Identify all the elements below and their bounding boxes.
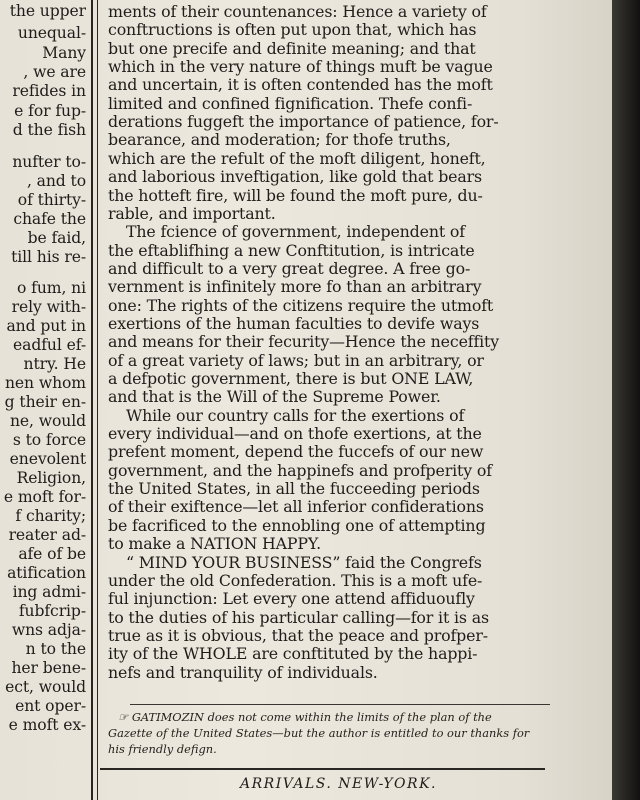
left-column-line: nufter to- [12, 153, 86, 171]
left-column-line: ing admi- [12, 583, 86, 601]
left-column-line: eadful ef- [13, 336, 86, 354]
editor-note-line: his friendly defign. [108, 742, 217, 756]
main-column-line: be facrificed to the ennobling one of attempting [108, 515, 486, 535]
left-column-line: her bene- [11, 659, 86, 677]
main-column-line: derations fuggeft the importance of patience, for- [108, 112, 499, 132]
left-column-line: enevolent [9, 450, 86, 468]
main-column-line: and that is the Will of the Supreme Power. [108, 387, 441, 407]
main-column-line: rable, and important. [108, 203, 276, 223]
main-column-line: ity of the WHOLE are conftituted by the happi- [108, 644, 478, 664]
left-column-line: wns adja- [11, 621, 86, 639]
main-column-line: and uncertain, it is often contended has the moft [108, 75, 493, 95]
left-column-line: refides in [12, 82, 86, 100]
left-column-text [0, 0, 86, 800]
left-column-line: s to force [12, 431, 86, 449]
left-column-line: fubfcrip- [18, 602, 86, 620]
main-column-line: the hotteft fire, will be found the moft pure, du- [108, 185, 483, 205]
main-column-line: ments of their countenances: Hence a variety of [108, 2, 487, 21]
note-separator [130, 704, 550, 705]
main-column-line: which are the refult of the moft diligent, honeft, [108, 148, 486, 168]
main-column-line: and means for their fecurity—Hence the neceffity [108, 332, 500, 352]
main-column-line: exertions of the human faculties to devife ways [108, 313, 480, 333]
left-column-line: ntry. He [23, 355, 86, 373]
main-column-line: every individual—and on thofe exertions, at the [108, 424, 482, 444]
main-column-line: government, and the happinefs and profperity of [108, 460, 492, 480]
left-column-line: rely with- [11, 298, 86, 316]
main-column-line: and laborious inveftigation, like gold that bears [108, 167, 482, 187]
left-column-line: be faid, [27, 229, 86, 247]
main-column-line: bearance, and moderation; for thofe truths, [108, 130, 451, 150]
left-column-line: afe of be [18, 545, 86, 563]
main-column-line: “ MIND YOUR BUSINESS” faid the Congrefs [126, 552, 482, 572]
left-column-line: nen whom [4, 374, 86, 392]
left-column-line: atification [7, 564, 86, 582]
main-column-line: true as it is obvious, that the peace and profper- [108, 625, 488, 645]
page-shadow-edge [612, 0, 640, 800]
main-column-line: of a great variety of laws; but in an arbitrary, or [108, 350, 484, 370]
editor-note-line: ☞ GATIMOZIN does not come within the limits of the plan of the [118, 710, 492, 724]
editor-note-line: Gazette of the United States—but the author is entitled to our thanks for [108, 726, 530, 740]
left-column-line: and put in [6, 317, 86, 335]
section-heading: ARRIVALS. NEW-YORK. [240, 776, 437, 792]
main-column-line: nefs and tranquility of individuals. [108, 662, 378, 682]
left-column-line: ent oper- [15, 697, 86, 715]
left-column-line: chafe the [13, 210, 86, 228]
left-column-line: e moft ex- [8, 716, 86, 734]
main-column-text [100, 0, 612, 800]
main-column-line: to the duties of his particular calling—for it is as [108, 607, 489, 627]
left-column-line: , we are [23, 63, 86, 81]
left-column-line: g their en- [4, 393, 86, 411]
main-column-line: which in the very nature of things muft be vague [108, 57, 493, 77]
main-column-line: a defpotic government, there is but ONE LAW, [108, 369, 474, 388]
main-column-line: the eftablifhing a new Conftitution, is intricate [108, 240, 475, 260]
main-column-line: of their exiftence—let all inferior confiderations [108, 497, 484, 517]
left-column-line: e for fup- [14, 102, 86, 120]
left-column-line: till his re- [11, 248, 86, 266]
left-column-line: o fum, ni [17, 279, 86, 297]
left-column-line: n to the [25, 640, 86, 658]
section-rule [100, 768, 545, 770]
main-column-line: but one precife and definite meaning; and that [108, 38, 476, 58]
main-column-line: conftructions is often put upon that, which has [108, 20, 477, 40]
left-column-line: ne, would [9, 412, 86, 430]
main-column-line: limited and confined fignification. Thefe confi- [108, 93, 473, 113]
left-column-line: of thirty- [17, 191, 86, 209]
column-rule-left-inner [97, 0, 98, 800]
left-column-line: d the fish [12, 121, 86, 139]
main-column-line: vernment is infinitely more fo than an arbitrary [108, 277, 482, 297]
main-column-line: to make a NATION HAPPY. [108, 534, 322, 554]
left-column-line: the upper [9, 2, 86, 20]
left-column-line: Religion, [16, 469, 86, 487]
main-column-line: prefent moment, depend the fuccefs of our new [108, 442, 484, 462]
left-column-line: reater ad- [8, 526, 86, 544]
left-column-line: e moft for- [3, 488, 86, 506]
left-column-line: ect, would [5, 678, 86, 696]
main-column-line: While our country calls for the exertions of [126, 405, 465, 425]
main-column-line: The fcience of government, independent of [126, 222, 465, 242]
main-column-line: one: The rights of the citizens require the utmoft [108, 295, 494, 315]
main-column-line: ful injunction: Let every one attend affiduoufly [108, 589, 475, 609]
main-column-line: under the old Confederation. This is a moft ufe- [108, 570, 483, 590]
left-column-line: , and to [26, 172, 86, 190]
left-column-line: Many [42, 44, 86, 62]
column-rule-left [91, 0, 93, 800]
left-column-line: f charity; [15, 507, 86, 525]
main-column-line: and difficult to a very great degree. A free go- [108, 258, 471, 278]
main-column-line: the United States, in all the fucceeding periods [108, 479, 480, 499]
left-column-line: unequal- [17, 24, 86, 42]
